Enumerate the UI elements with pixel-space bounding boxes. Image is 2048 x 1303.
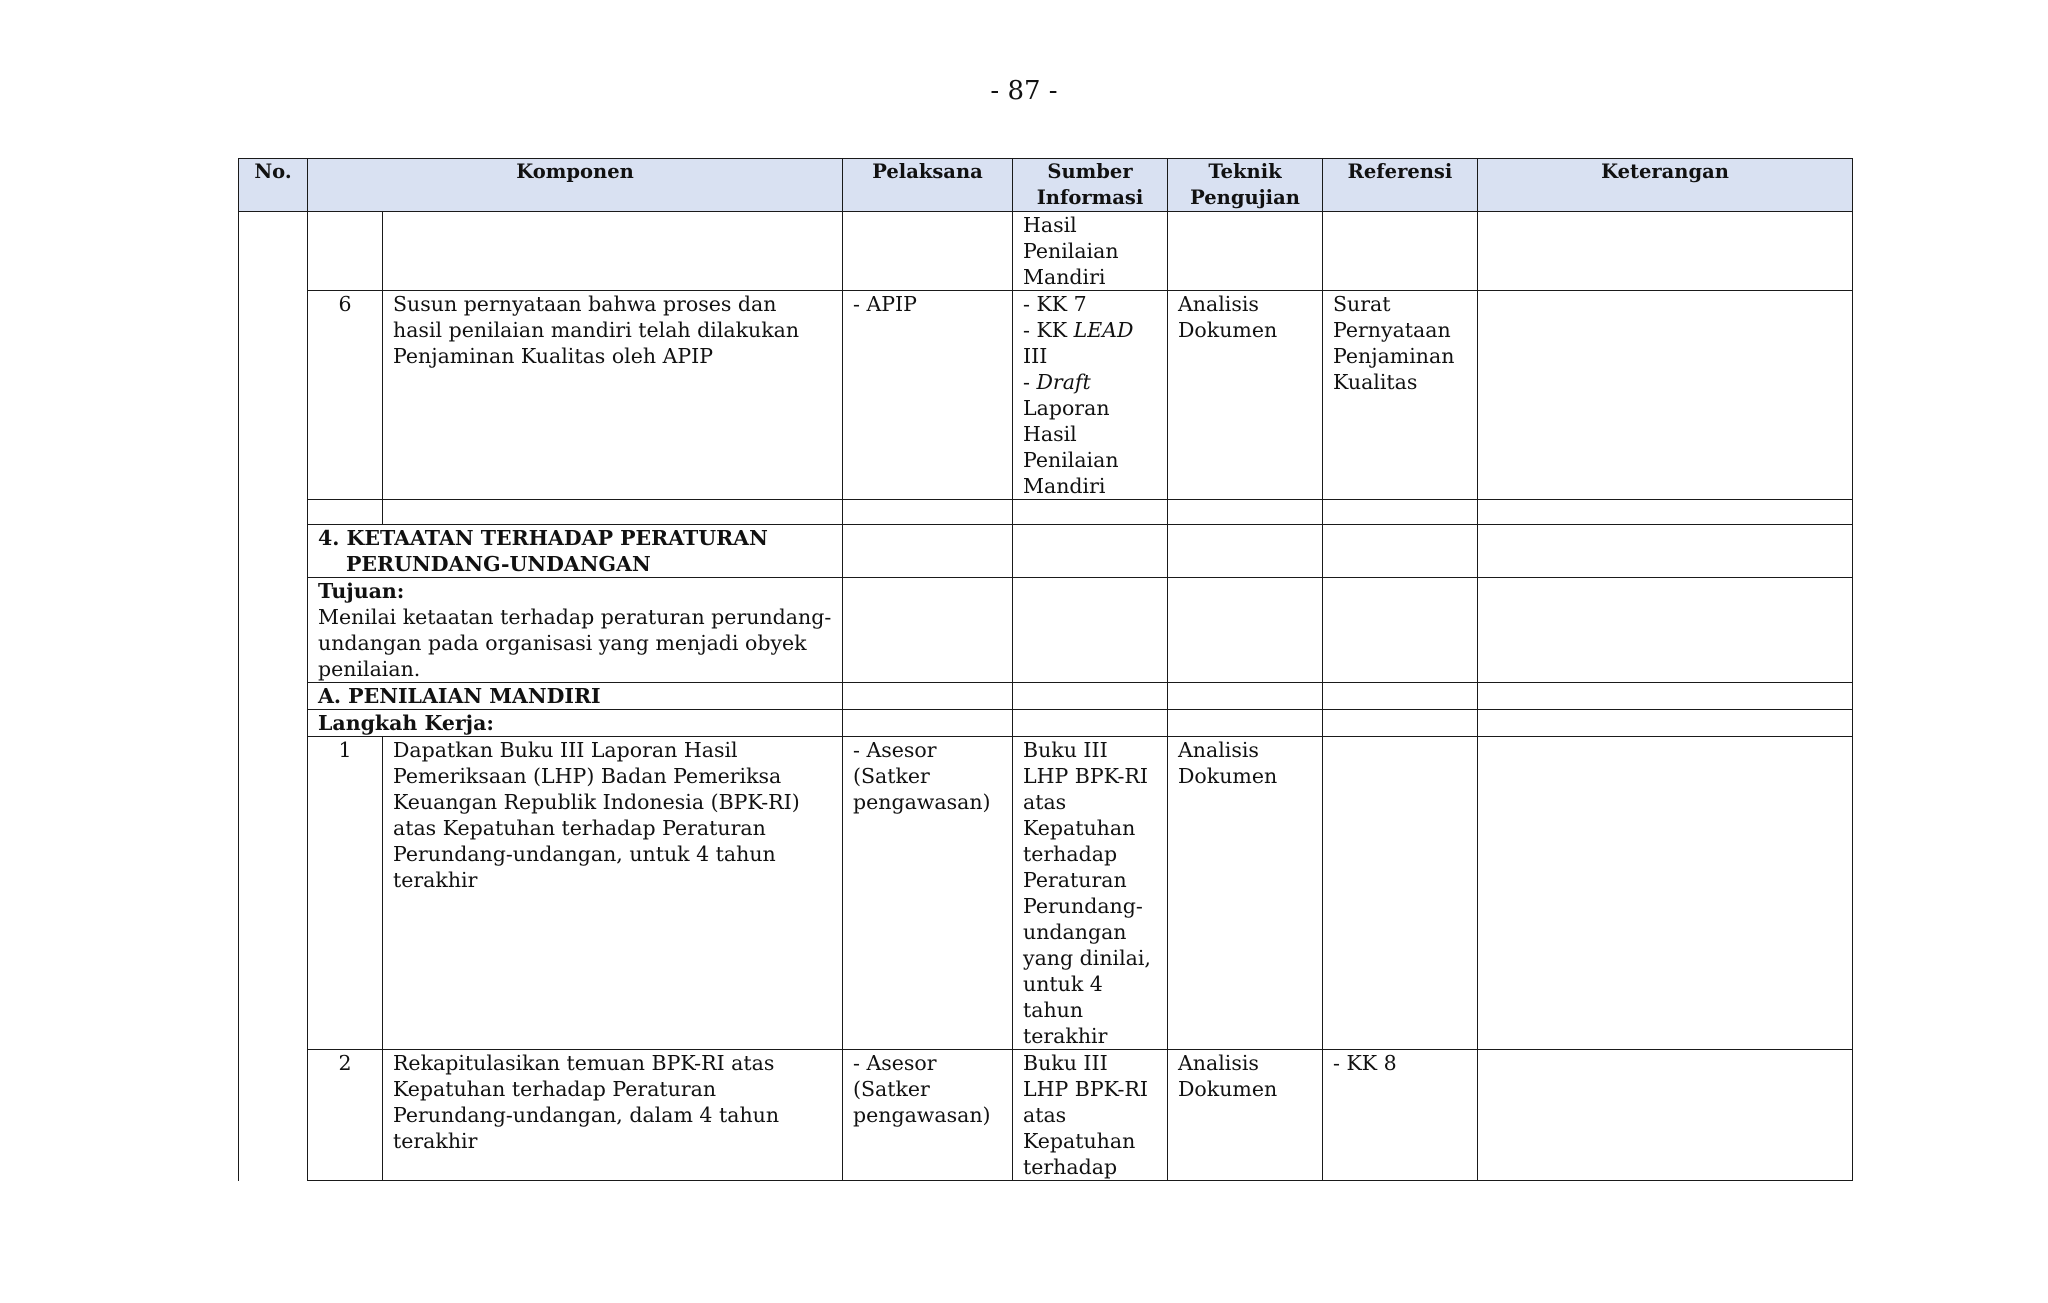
referensi-text: - KK 8 <box>1323 1050 1478 1181</box>
teknik-text: Analisis Dokumen <box>1168 737 1323 1050</box>
komponen-text: Susun pernyataan bahwa proses dan hasil penilaian mandiri telah dilakukan Penjaminan Kualitas oleh APIP <box>383 291 843 500</box>
keterangan-cell <box>1478 737 1853 1050</box>
keterangan-cell <box>1478 291 1853 500</box>
sumber-cell: Hasil Penilaian Mandiri <box>1013 212 1168 291</box>
pelaksana-cell <box>843 212 1013 291</box>
pelaksana-text: - APIP <box>843 291 1013 500</box>
pelaksana-text: - Asesor (Satker pengawasan) <box>843 737 1013 1050</box>
header-no: No. <box>239 159 308 212</box>
header-pelaksana: Pelaksana <box>843 159 1013 212</box>
section-heading: 4. KETAATAN TERHADAP PERATURAN PERUNDANG-UNDANGAN <box>308 525 843 578</box>
referensi-text <box>1323 737 1478 1050</box>
referensi-cell <box>1323 212 1478 291</box>
table-row <box>239 710 1853 737</box>
table-row <box>239 578 1853 683</box>
header-keterangan: Keterangan <box>1478 159 1853 212</box>
header-sumber-informasi: Sumber Informasi <box>1013 159 1168 212</box>
tujuan-label: Tujuan: <box>318 579 405 603</box>
no-column-cell <box>239 212 308 1181</box>
table-row <box>239 291 1853 500</box>
table-header-row <box>239 159 1853 212</box>
table-row <box>239 525 1853 578</box>
step-number: 1 <box>308 737 383 1050</box>
langkah-kerja-heading: Langkah Kerja: <box>308 710 843 737</box>
assessment-table <box>238 158 1853 1181</box>
sumber-text: Buku III LHP BPK-RI atas Kepatuhan terhadap <box>1013 1050 1168 1181</box>
header-referensi: Referensi <box>1323 159 1478 212</box>
header-teknik-pengujian: Teknik Pengujian <box>1168 159 1323 212</box>
referensi-text: Surat Pernyataan Penjaminan Kualitas <box>1323 291 1478 500</box>
komponen-cell <box>383 212 843 291</box>
step-number: 6 <box>308 291 383 500</box>
komponen-text: Rekapitulasikan temuan BPK-RI atas Kepatuhan terhadap Peraturan Perundang-undangan, dalam 4 tahun terakhir <box>383 1050 843 1181</box>
keterangan-cell <box>1478 212 1853 291</box>
teknik-text: Analisis Dokumen <box>1168 1050 1323 1181</box>
table-row <box>239 500 1853 525</box>
table-row <box>239 737 1853 1050</box>
header-komponen: Komponen <box>308 159 843 212</box>
teknik-cell <box>1168 212 1323 291</box>
sumber-text: Buku III LHP BPK-RI atas Kepatuhan terhadap Peraturan Perundang-undangan yang dinilai, untuk 4 tahun terakhir <box>1013 737 1168 1050</box>
sumber-text: - KK 7 - KK LEAD III - Draft Laporan Hasil Penilaian Mandiri <box>1013 291 1168 500</box>
table-row <box>239 1050 1853 1181</box>
table-row <box>239 212 1853 291</box>
step-number-cell <box>308 212 383 291</box>
tujuan-text: Menilai ketaatan terhadap peraturan perundang-undangan pada organisasi yang menjadi obyek penilaian. <box>318 605 832 681</box>
teknik-text: Analisis Dokumen <box>1168 291 1323 500</box>
page-number: - 87 - <box>990 76 1058 106</box>
komponen-text: Dapatkan Buku III Laporan Hasil Pemeriksaan (LHP) Badan Pemeriksa Keuangan Republik Indonesia (BPK-RI) atas Kepatuhan terhadap Peraturan Perundang-undangan, untuk 4 tahun terakhir <box>383 737 843 1050</box>
keterangan-cell <box>1478 1050 1853 1181</box>
tujuan-cell <box>308 578 843 683</box>
pelaksana-text: - Asesor (Satker pengawasan) <box>843 1050 1013 1181</box>
step-number: 2 <box>308 1050 383 1181</box>
section-a-heading: A. PENILAIAN MANDIRI <box>308 683 843 710</box>
table-row <box>239 683 1853 710</box>
